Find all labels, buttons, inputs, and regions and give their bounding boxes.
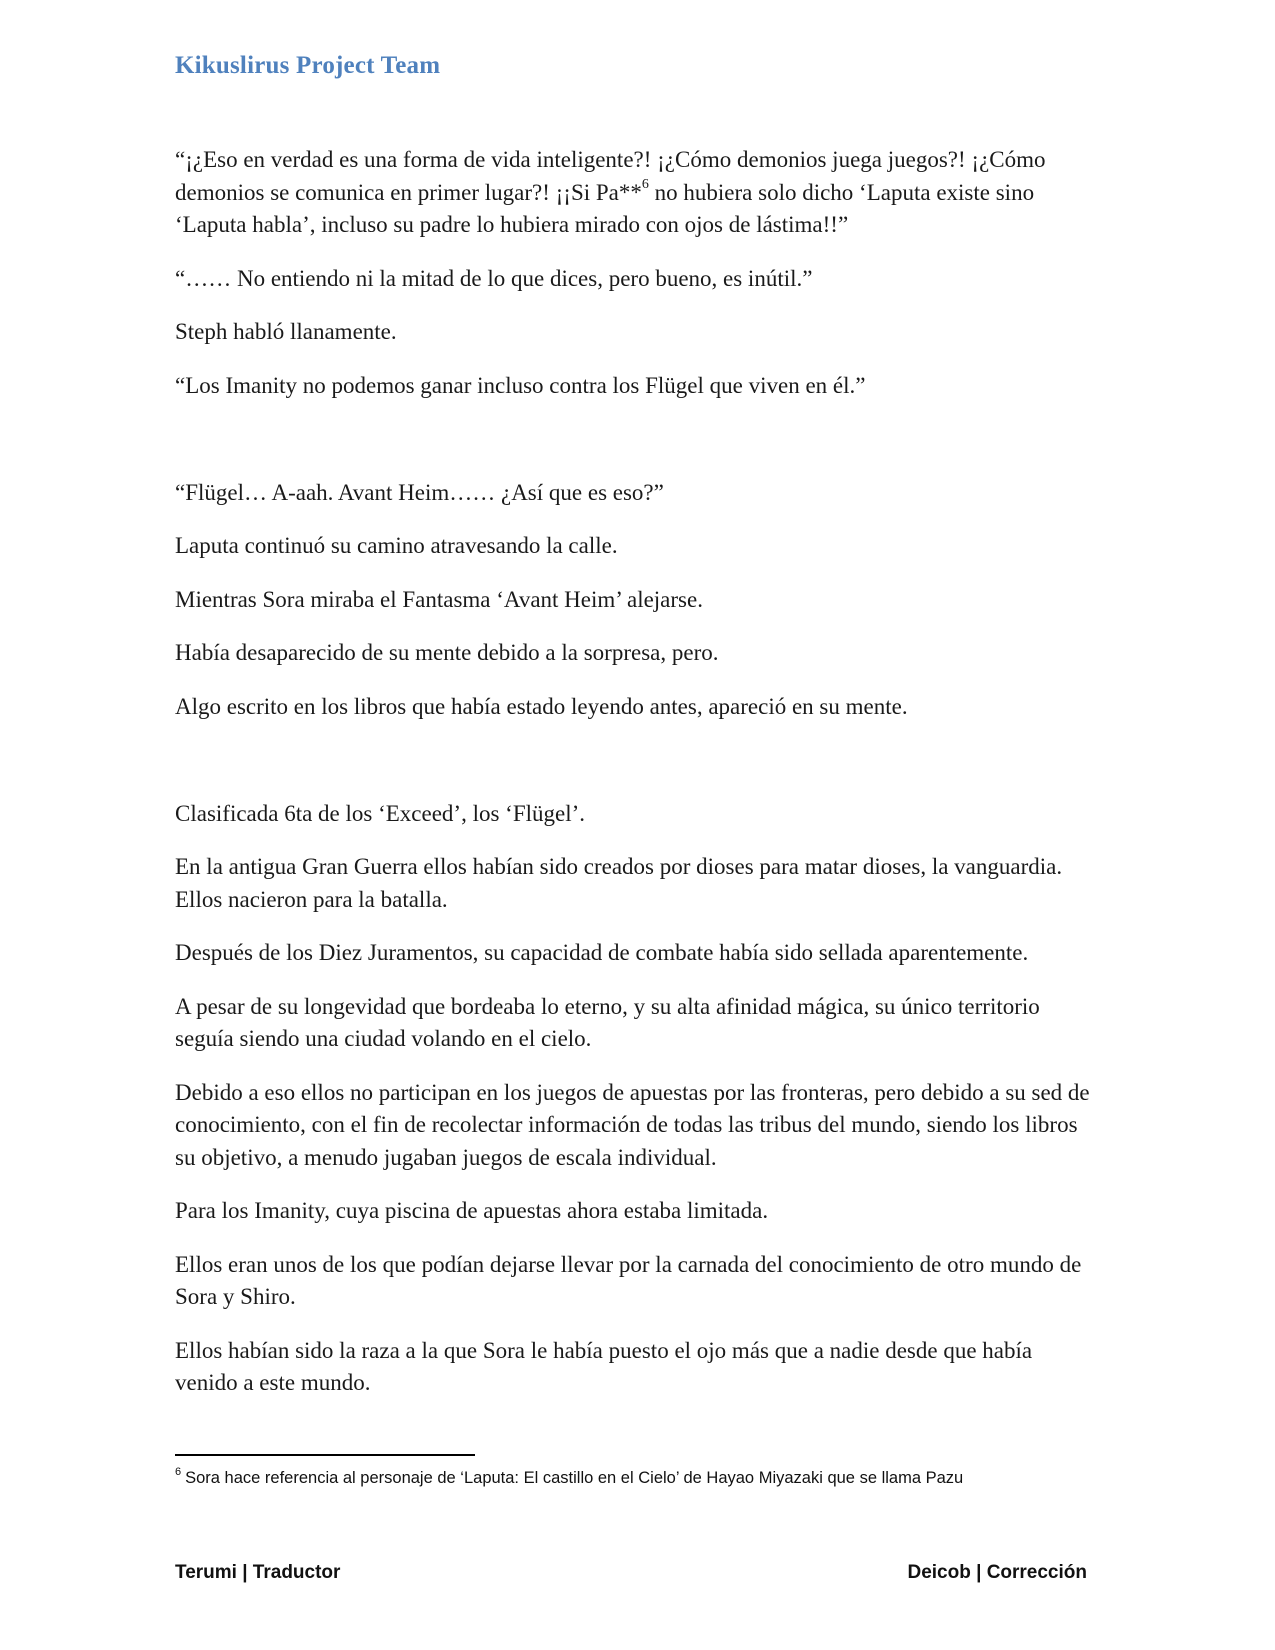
paragraph-8: Había desaparecido de su mente debido a la sorpresa, pero. [175, 640, 719, 665]
paragraph-2: “…… No entiendo ni la mitad de lo que dices, pero bueno, es inútil.” [175, 265, 813, 291]
paragraph-12: Después de los Diez Juramentos, su capacidad de combate había sido sellada aparentemente. [175, 940, 1029, 965]
paragraph-9: Algo escrito en los libros que había estado leyendo antes, apareció en su mente. [175, 693, 908, 719]
paragraph-13: A pesar de su longevidad que bordeaba lo eterno, y su alta afinidad mágica, su único territorio seguía siendo una ciudad volando en el cielo. [175, 993, 1040, 1051]
footnote-number: 6 [175, 1465, 182, 1478]
paragraph-1-text-b: no hubiera solo dicho ‘Laputa existe sino ‘Laputa habla’, incluso su padre lo hubiera mirado con ojos de lástima!!” [175, 179, 1035, 237]
paragraph-17: Ellos habían sido la raza a la que Sora le había puesto el ojo más que a nadie desde que había venido a este mundo. [175, 1337, 1033, 1395]
footnote-reference[interactable]: 6 [641, 176, 649, 192]
paragraph-3: Steph habló llanamente. [175, 319, 397, 344]
paragraph-14: Debido a eso ellos no participan en los juegos de apuestas por las fronteras, pero debido a su sed de conocimiento, con el fin de recolectar información de todas las tribus del mundo, siendo los libros su objetivo, a menudo jugaban juegos de escala individual. [175, 1079, 1090, 1170]
paragraph-1 [175, 144, 1095, 242]
paragraph-1-text-a: “¡¿Eso en verdad es una forma de vida inteligente?! ¡¿Cómo demonios juega juegos?! ¡¿Cómo demonios se comunica en primer lugar?! ¡¡Si Pa** [175, 147, 1046, 205]
paragraph-4: “Los Imanity no podemos ganar incluso contra los Flügel que viven en él.” [175, 372, 866, 398]
paragraph-10: Clasificada 6ta de los ‘Exceed’, los ‘Flügel’. [175, 800, 586, 826]
footer-proofreader-credit: Deicob | Corrección [907, 1562, 1087, 1583]
paragraph-5: “Flügel… A-aah. Avant Heim…… ¿Así que es eso?” [175, 479, 664, 505]
paragraph-16: Ellos eran unos de los que podían dejarse llevar por la carnada del conocimiento de otro mundo de Sora y Shiro. [175, 1251, 1082, 1309]
paragraph-7: Mientras Sora miraba el Fantasma ‘Avant Heim’ alejarse. [175, 586, 703, 612]
footnote [175, 1466, 1115, 1490]
footnote-separator [175, 1454, 475, 1456]
paragraph-11: En la antigua Gran Guerra ellos habían sido creados por dioses para matar dioses, la vanguardia. Ellos nacieron para la batalla. [175, 854, 1063, 912]
footnote-text: Sora hace referencia al personaje de ‘Laputa: El castillo en el Cielo’ de Hayao Miyazaki que se llama Pazu [185, 1469, 964, 1487]
footer-translator-credit: Terumi | Traductor [175, 1562, 341, 1583]
blank-line [175, 744, 1095, 777]
body-text [175, 144, 1095, 1421]
paragraph-15: Para los Imanity, cuya piscina de apuestas ahora estaba limitada. [175, 1198, 769, 1223]
blank-line [175, 423, 1095, 456]
page-header-title: Kikuslirus Project Team [175, 52, 441, 79]
paragraph-6: Laputa continuó su camino atravesando la calle. [175, 533, 618, 558]
